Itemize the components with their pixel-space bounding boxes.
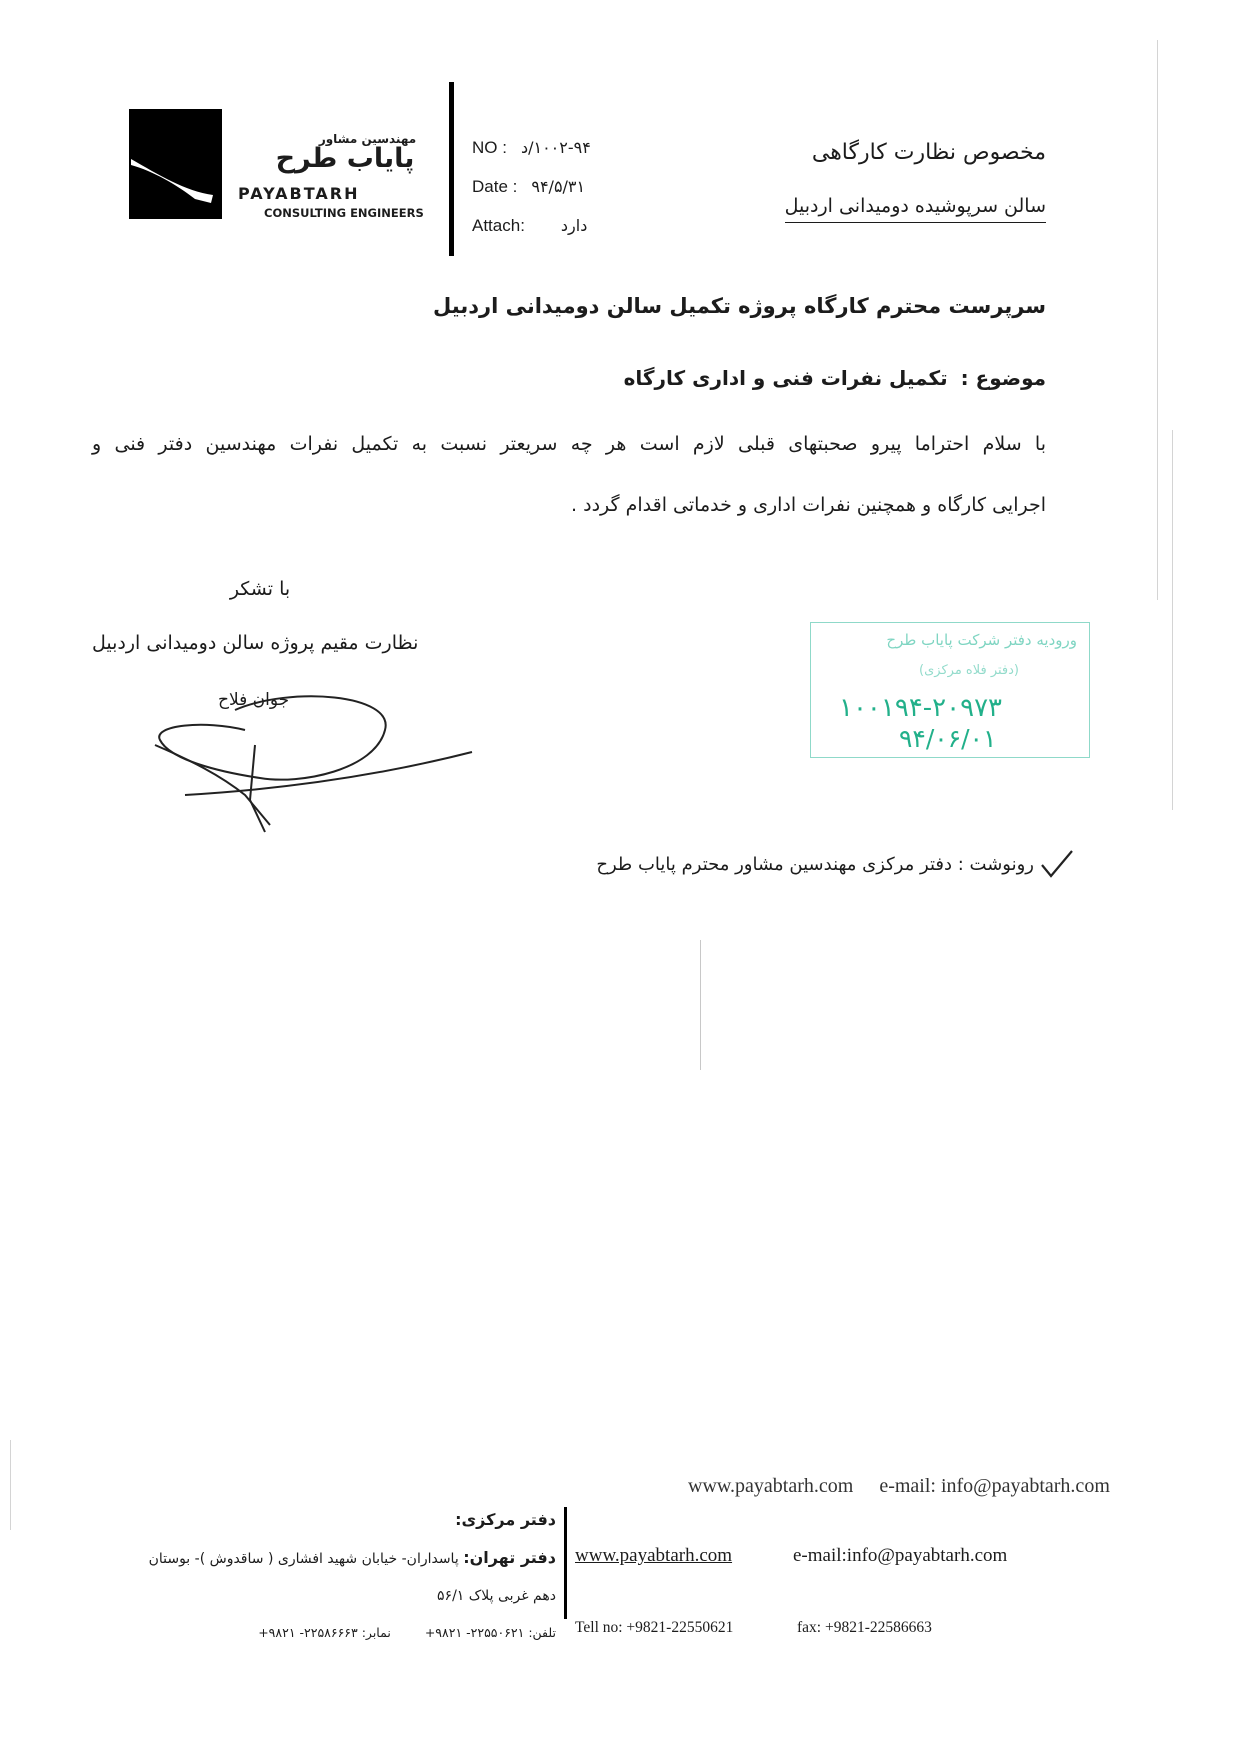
ref-attach-label: Attach: <box>472 216 525 235</box>
stamp-company-line: ورودیه دفتر شرکت پایاب طرح <box>886 631 1077 649</box>
subject-text: تکمیل نفرات فنی و اداری کارگاه <box>623 366 948 390</box>
project-name: سالن سرپوشیده دومیدانی اردبیل <box>785 195 1046 223</box>
received-stamp <box>810 622 1090 758</box>
logo-english-subtitle: CONSULTING ENGINEERS <box>264 206 424 220</box>
footer-phone-fa: تلفن: ۲۲۵۵۰۶۲۱- ۹۸۲۱+ <box>424 1625 556 1640</box>
header-divider <box>449 82 454 256</box>
stamp-register-number: ۱۰۰۱۹۴-۲۰۹۷۳ <box>839 693 1002 723</box>
ref-attach-row <box>472 216 587 236</box>
footer-website-link[interactable]: www.payabtarh.com <box>575 1545 733 1566</box>
logo-english-name: PAYABTARH <box>238 184 360 203</box>
checkmark-icon <box>1040 849 1074 879</box>
footer-email[interactable]: e-mail:info@payabtarh.com <box>793 1545 1008 1566</box>
footer-top-contacts <box>688 1475 1110 1498</box>
footer-address-text: پاسداران- خیابان شهید افشاری ( ساقدوش )- بوستان <box>148 1551 459 1567</box>
stamp-office-line: (دفتر فلاه مرکزی) <box>919 663 1019 678</box>
ref-date-row <box>472 177 585 197</box>
footer-address <box>149 1548 556 1567</box>
logo-persian-subtitle: مهندسین مشاور <box>318 132 417 146</box>
supervisor-title: نظارت مقیم پروژه سالن دومیدانی اردبیل <box>92 632 419 654</box>
stamp-date: ۹۴/۰۶/۰۱ <box>899 724 997 753</box>
logo-persian-name: پایاب طرح <box>275 143 415 174</box>
company-logo-mark <box>129 109 222 219</box>
scan-artifact-line <box>700 940 701 1070</box>
footer-top-email[interactable]: e-mail: info@payabtarh.com <box>879 1475 1110 1497</box>
footer-fax: fax: +9821-22586663 <box>797 1619 932 1636</box>
footer-top-website[interactable]: www.payabtarh.com <box>688 1475 854 1497</box>
addressee: سرپرست محترم کارگاه پروژه تکمیل سالن دومیدانی اردبیل <box>433 294 1046 318</box>
body-paragraph-line: اجرایی کارگاه و همچنین نفرات اداری و خدماتی اقدام گردد . <box>571 494 1046 516</box>
carbon-copy-text: رونوشت : دفتر مرکزی مهندسین مشاور محترم پایاب طرح <box>596 853 1034 875</box>
subject-line <box>624 366 1046 390</box>
handwritten-signature <box>150 690 480 844</box>
subject-label: موضوع : <box>960 366 1046 390</box>
ref-number-row <box>472 138 591 158</box>
closing-thanks: با تشکر <box>229 578 291 600</box>
ref-date-value: ۹۴/۵/۳۱ <box>531 177 586 196</box>
scan-artifact-line <box>1157 40 1158 600</box>
footer-address-line2: دهم غربی پلاک ۵۶/۱ <box>437 1588 556 1604</box>
footer-divider <box>564 1507 567 1619</box>
ref-date-label: Date : <box>472 177 518 196</box>
footer-fax-fa: نمابر: ۲۲۵۸۶۶۶۳- ۹۸۲۱+ <box>258 1625 391 1640</box>
footer-address-label: دفتر تهران: <box>463 1548 556 1567</box>
carbon-copy-line <box>596 849 1074 879</box>
footer-persian-phones <box>258 1625 556 1640</box>
restricted-notice: مخصوص نظارت کارگاهی <box>811 140 1046 165</box>
body-paragraph-line: با سلام احتراما پیرو صحبتهای قبلی لازم است هر چه سریعتر نسبت به تکمیل نفرات مهندسین دفتر فنی و <box>92 433 1046 455</box>
footer-office-title: دفتر مرکزی: <box>455 1510 556 1529</box>
scan-artifact-line <box>1172 430 1173 810</box>
ref-number-value: ۱۰۰۲-۹۴/د <box>520 138 591 157</box>
footer-telephone: Tell no: +9821-22550621 <box>575 1619 734 1636</box>
signatory-name: جوان فلاح <box>218 690 290 710</box>
ref-attach-value: دارد <box>560 216 588 235</box>
ref-number-label: NO : <box>472 138 507 157</box>
scan-artifact-line <box>10 1440 11 1530</box>
